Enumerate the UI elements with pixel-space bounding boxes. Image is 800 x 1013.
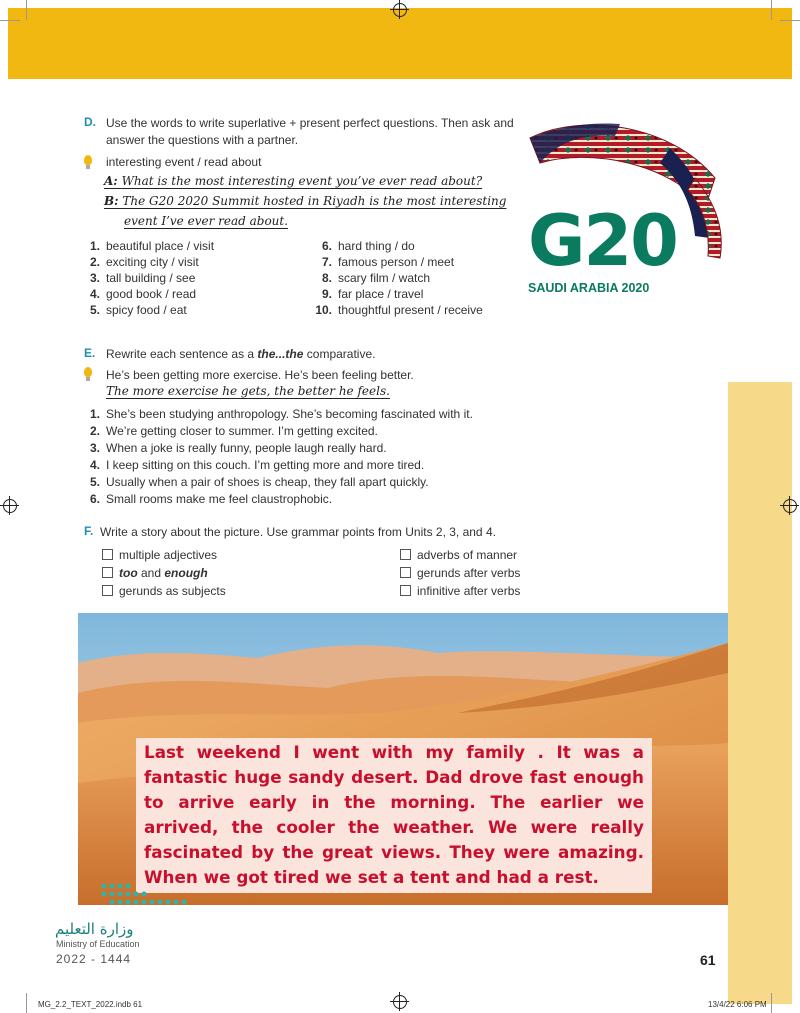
section-d-instruction: Use the words to write superlative + present perfect questions. Then ask and answer the questions with a partner. — [106, 116, 514, 147]
registration-mark-icon — [393, 3, 407, 17]
registration-mark-icon — [3, 499, 17, 513]
list-item: 9. far place / travel — [321, 287, 424, 301]
header-band — [8, 8, 792, 79]
ministry-name-arabic: وزارة التعليم — [55, 920, 134, 938]
lightbulb-icon — [84, 367, 92, 377]
section-d-list-left — [82, 238, 214, 318]
section-e-example-prompt: He’s been getting more exercise. He’s been feeling better. — [106, 368, 414, 382]
section-e-list — [82, 406, 473, 508]
section-f-letter: F. — [84, 524, 94, 538]
section-e-example-answer: The more exercise he gets, the better he feels. — [106, 384, 390, 398]
crop-mark — [0, 20, 20, 21]
checkbox[interactable] — [400, 567, 411, 578]
checkbox[interactable] — [102, 567, 113, 578]
checklist-item: too and enough — [102, 564, 226, 582]
crop-mark — [780, 20, 800, 21]
checklist-item: multiple adjectives — [102, 546, 226, 564]
lightbulb-icon — [84, 155, 92, 165]
section-d-example-prompt: interesting event / read about — [106, 155, 262, 169]
print-slug-left: MG_2.2_TEXT_2022.indb 61 — [38, 1000, 143, 1009]
list-item: 6. hard thing / do — [321, 239, 415, 253]
list-item: 10. thoughtful present / receive — [315, 303, 483, 317]
example-a-text: What is the most interesting event you’ve ever read about? — [121, 174, 483, 188]
registration-mark-icon — [393, 995, 407, 1009]
section-d-example-b — [104, 194, 506, 208]
list-item: 4. good book / read — [89, 287, 197, 301]
checklist-item: adverbs of manner — [400, 546, 520, 564]
checkbox[interactable] — [400, 585, 411, 596]
list-item: 3. When a joke is really funny, people laugh really hard. — [89, 441, 387, 455]
list-item: 1. beautiful place / visit — [89, 239, 215, 253]
edition-year: 2022 - 1444 — [56, 952, 132, 966]
section-e-letter: E. — [84, 346, 96, 360]
list-item: 2. exciting city / visit — [89, 255, 199, 269]
list-item: 3. tall building / see — [89, 271, 196, 285]
label-a: A: — [104, 174, 118, 188]
registration-mark-icon — [783, 499, 797, 513]
ministry-name-english: Ministry of Education — [56, 939, 140, 949]
example-b-text-1: The G20 2020 Summit hosted in Riyadh is the most interesting — [122, 194, 507, 208]
crop-mark — [771, 993, 772, 1013]
g20-subtitle: SAUDI ARABIA 2020 — [528, 281, 650, 295]
crop-mark — [26, 0, 27, 20]
checkbox[interactable] — [102, 549, 113, 560]
list-item: 5. Usually when a pair of shoes is cheap, they fall apart quickly. — [89, 475, 429, 489]
list-item: 1. She’s been studying anthropology. She’s becoming fascinated with it. — [89, 407, 473, 421]
section-f-instruction: Write a story about the picture. Use grammar points from Units 2, 3, and 4. — [100, 525, 496, 539]
side-band — [728, 382, 792, 1004]
checklist-item: gerunds as subjects — [102, 582, 226, 600]
section-d-example-a — [104, 174, 482, 188]
list-item: 6. Small rooms make me feel claustrophobic. — [89, 492, 333, 506]
g20-logo-text: G20 — [528, 200, 677, 282]
checkbox[interactable] — [400, 549, 411, 560]
list-item: 4. I keep sitting on this couch. I’m getting more and more tired. — [89, 458, 425, 472]
checklist-item: infinitive after verbs — [400, 582, 520, 600]
crop-mark — [26, 993, 27, 1013]
checklist-left — [102, 546, 226, 600]
ministry-logo-icon — [100, 882, 190, 910]
checkbox[interactable] — [102, 585, 113, 596]
label-b: B: — [104, 194, 119, 208]
section-d-letter: D. — [84, 115, 96, 129]
section-d-list-right — [310, 238, 483, 318]
story-text-box: Last weekend I went with my family . It was a fantastic huge sandy desert. Dad drove fast enough to arrive early in the morning. The earlier we arrived, the cooler the weather. We were really fascinated by the great views. They were amazing. When we got tired we set a tent and had a rest. — [136, 738, 652, 893]
list-item: 5. spicy food / eat — [89, 303, 187, 317]
crop-mark — [771, 0, 772, 20]
checklist-right — [400, 546, 520, 600]
checklist-item: gerunds after verbs — [400, 564, 520, 582]
page-number: 61 — [700, 952, 716, 968]
list-item: 2. We’re getting closer to summer. I’m getting excited. — [89, 424, 378, 438]
print-slug-right: 13/4/22 6:06 PM — [708, 1000, 767, 1009]
list-item: 7. famous person / meet — [321, 255, 455, 269]
list-item: 8. scary film / watch — [321, 271, 431, 285]
section-e-instruction: Rewrite each sentence as a the...the comparative. — [106, 347, 376, 361]
example-b-text-2: event I’ve ever read about. — [124, 214, 289, 228]
